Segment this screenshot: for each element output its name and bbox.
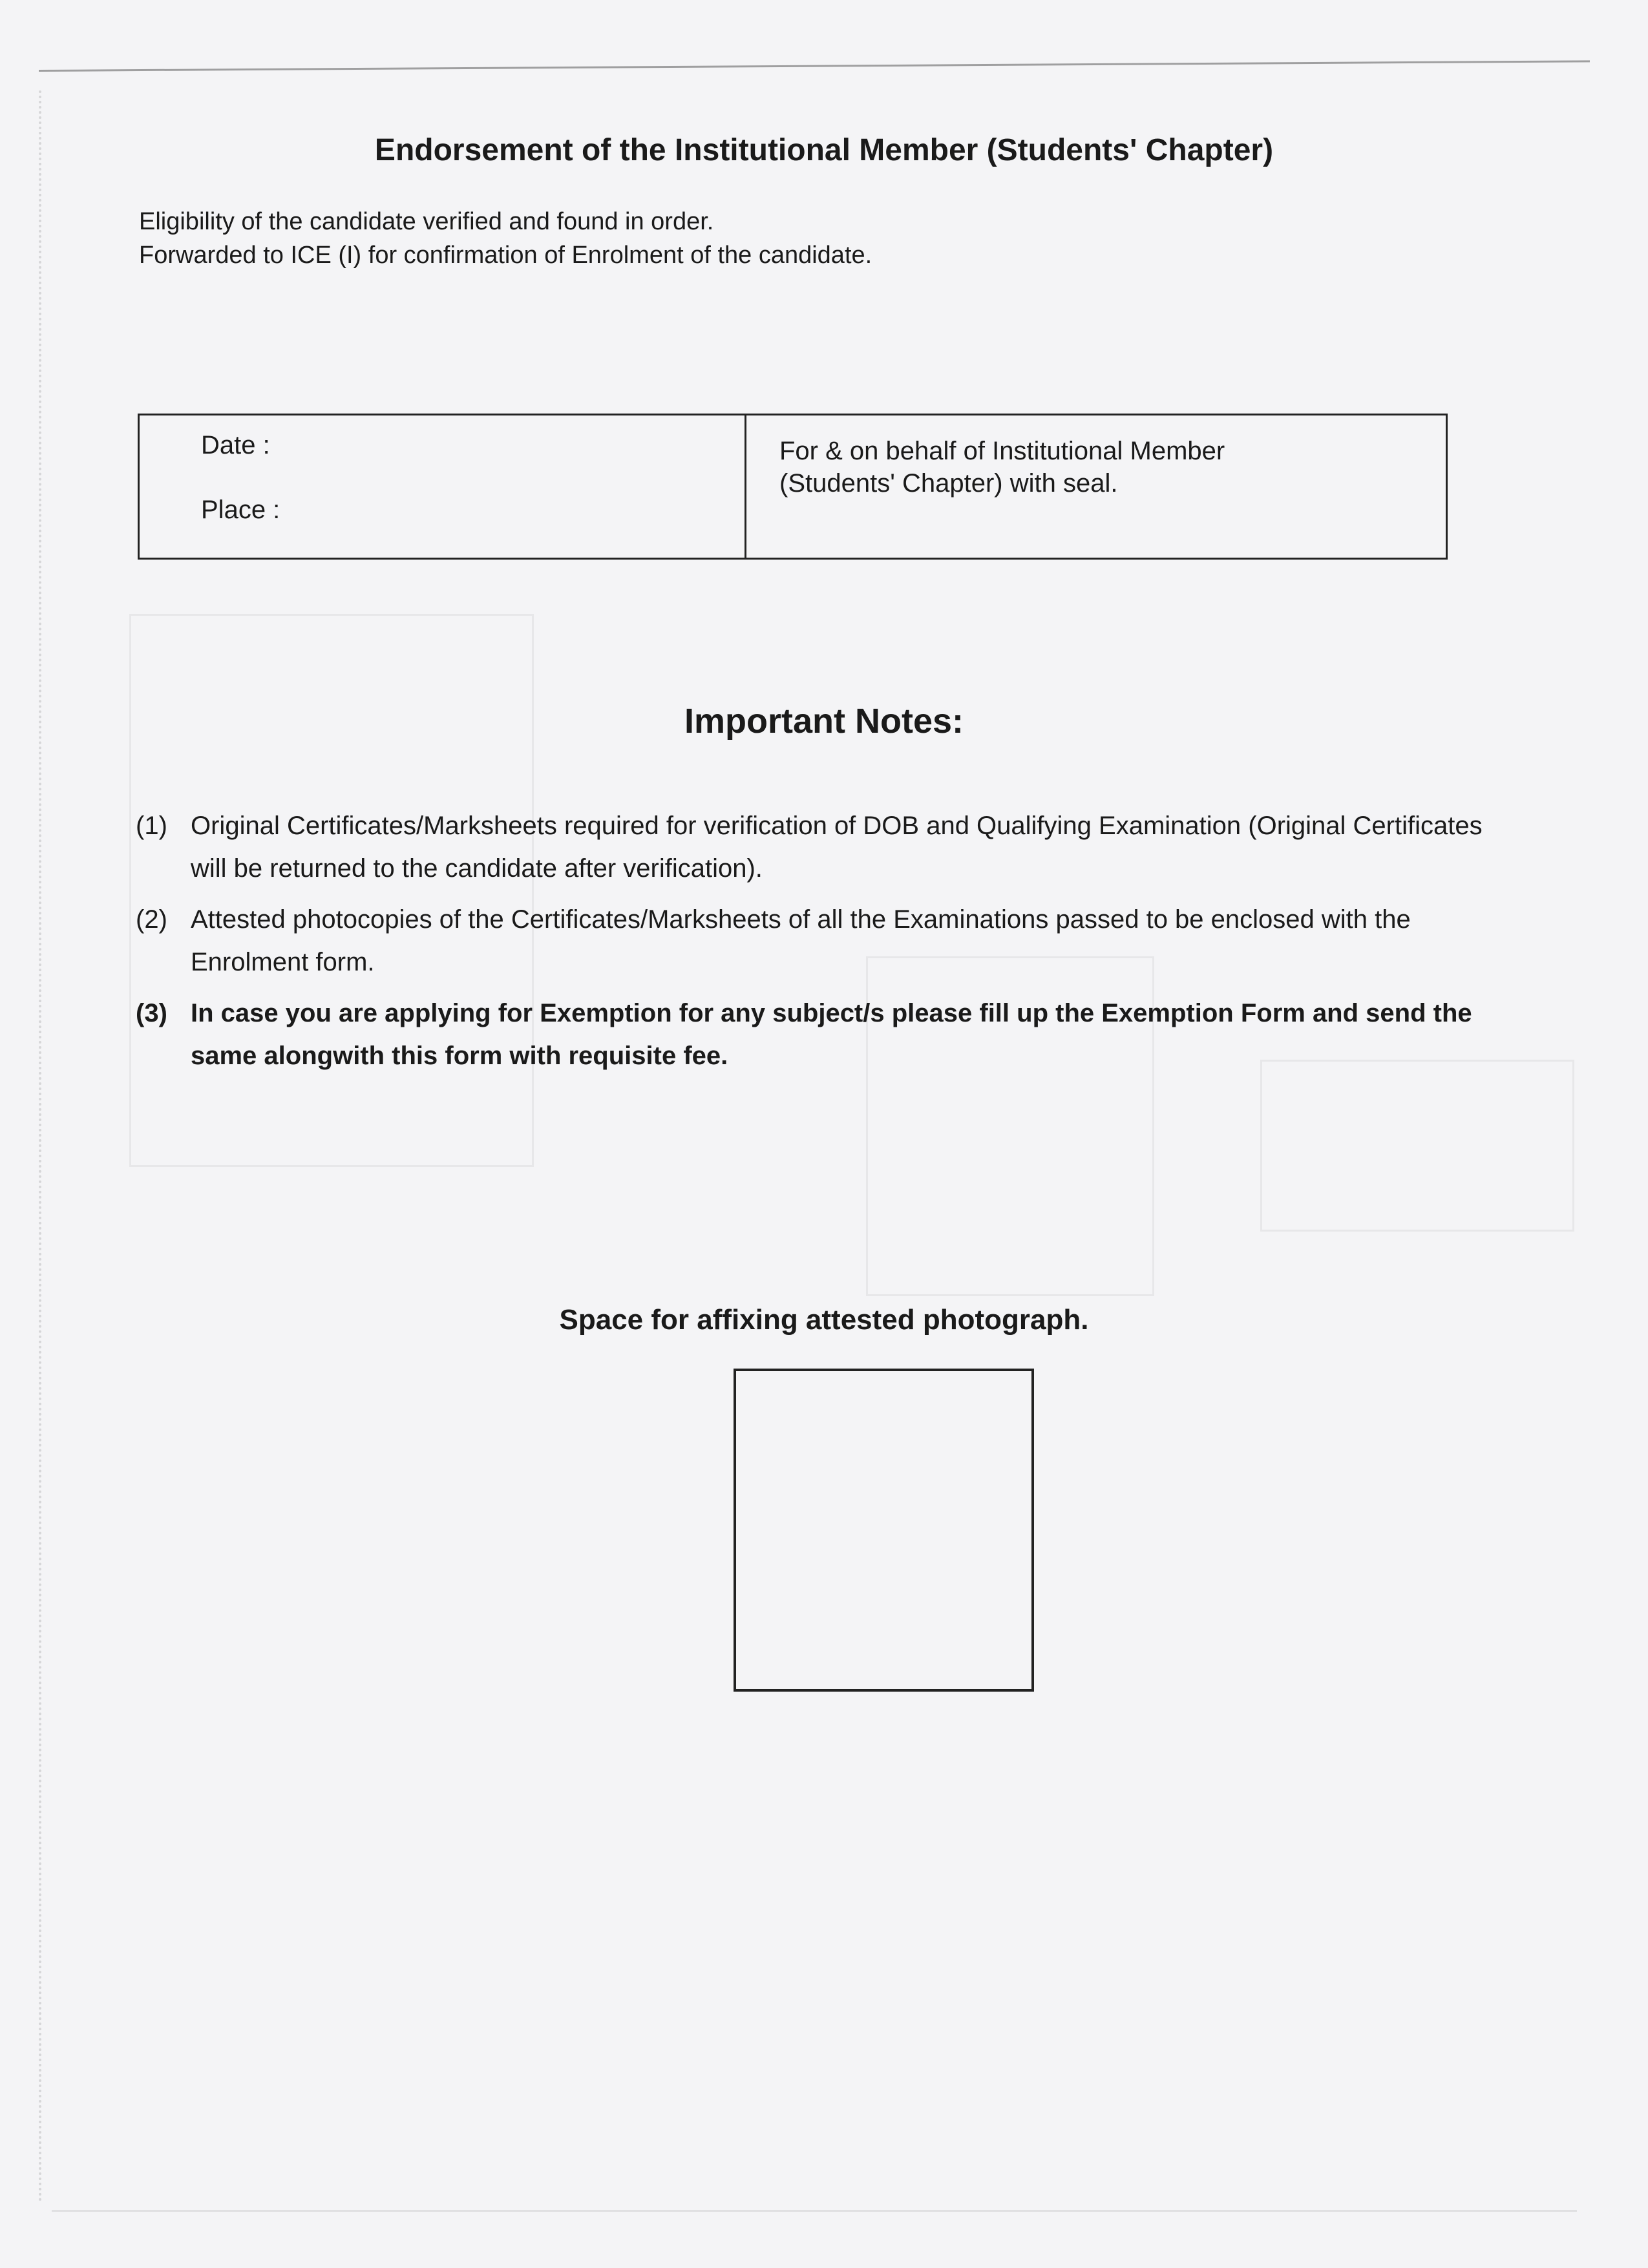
forwarded-line: Forwarded to ICE (I) for confirmation of Enrolment of the candidate. xyxy=(139,242,872,269)
note-line: will be returned to the candidate after verification). xyxy=(191,854,763,883)
note-number: (2) xyxy=(136,905,167,934)
punch-edge xyxy=(39,90,41,2203)
note-text xyxy=(191,804,1483,890)
note-line: Enrolment form. xyxy=(191,948,375,976)
note-item xyxy=(136,898,1635,989)
top-edge-rule xyxy=(39,60,1590,72)
place-label: Place : xyxy=(201,496,280,524)
photo-box xyxy=(734,1369,1034,1692)
date-label: Date : xyxy=(201,431,270,459)
note-number: (1) xyxy=(136,812,167,840)
endorsement-title: Endorsement of the Institutional Member (Students' Chapter) xyxy=(374,133,1274,167)
photo-label: Space for affixing attested photograph. xyxy=(559,1304,1089,1336)
important-notes-title: Important Notes: xyxy=(684,702,964,740)
note-line: same alongwith this form with requisite fee. xyxy=(191,1042,728,1070)
behalf-text xyxy=(779,435,1400,499)
behalf-line-2: (Students' Chapter) with seal. xyxy=(779,469,1118,498)
note-item xyxy=(136,992,1635,1082)
note-item xyxy=(136,804,1635,895)
signature-box xyxy=(138,414,1448,560)
note-text xyxy=(191,992,1472,1077)
note-number: (3) xyxy=(136,999,167,1027)
note-line: In case you are applying for Exemption for any subject/s please fill up the Exemption Form and send the xyxy=(191,999,1472,1027)
signature-box-divider xyxy=(745,415,746,558)
bottom-edge-rule xyxy=(52,2210,1577,2212)
note-text xyxy=(191,898,1411,983)
behalf-line-1: For & on behalf of Institutional Member xyxy=(779,437,1225,465)
bleed-through-box xyxy=(1260,1060,1574,1232)
note-line: Attested photocopies of the Certificates/Marksheets of all the Examinations passed to be enclosed with the xyxy=(191,905,1411,934)
eligibility-line: Eligibility of the candidate verified and found in order. xyxy=(139,208,714,235)
note-line: Original Certificates/Marksheets required for verification of DOB and Qualifying Examination (Original Certificates xyxy=(191,812,1483,840)
